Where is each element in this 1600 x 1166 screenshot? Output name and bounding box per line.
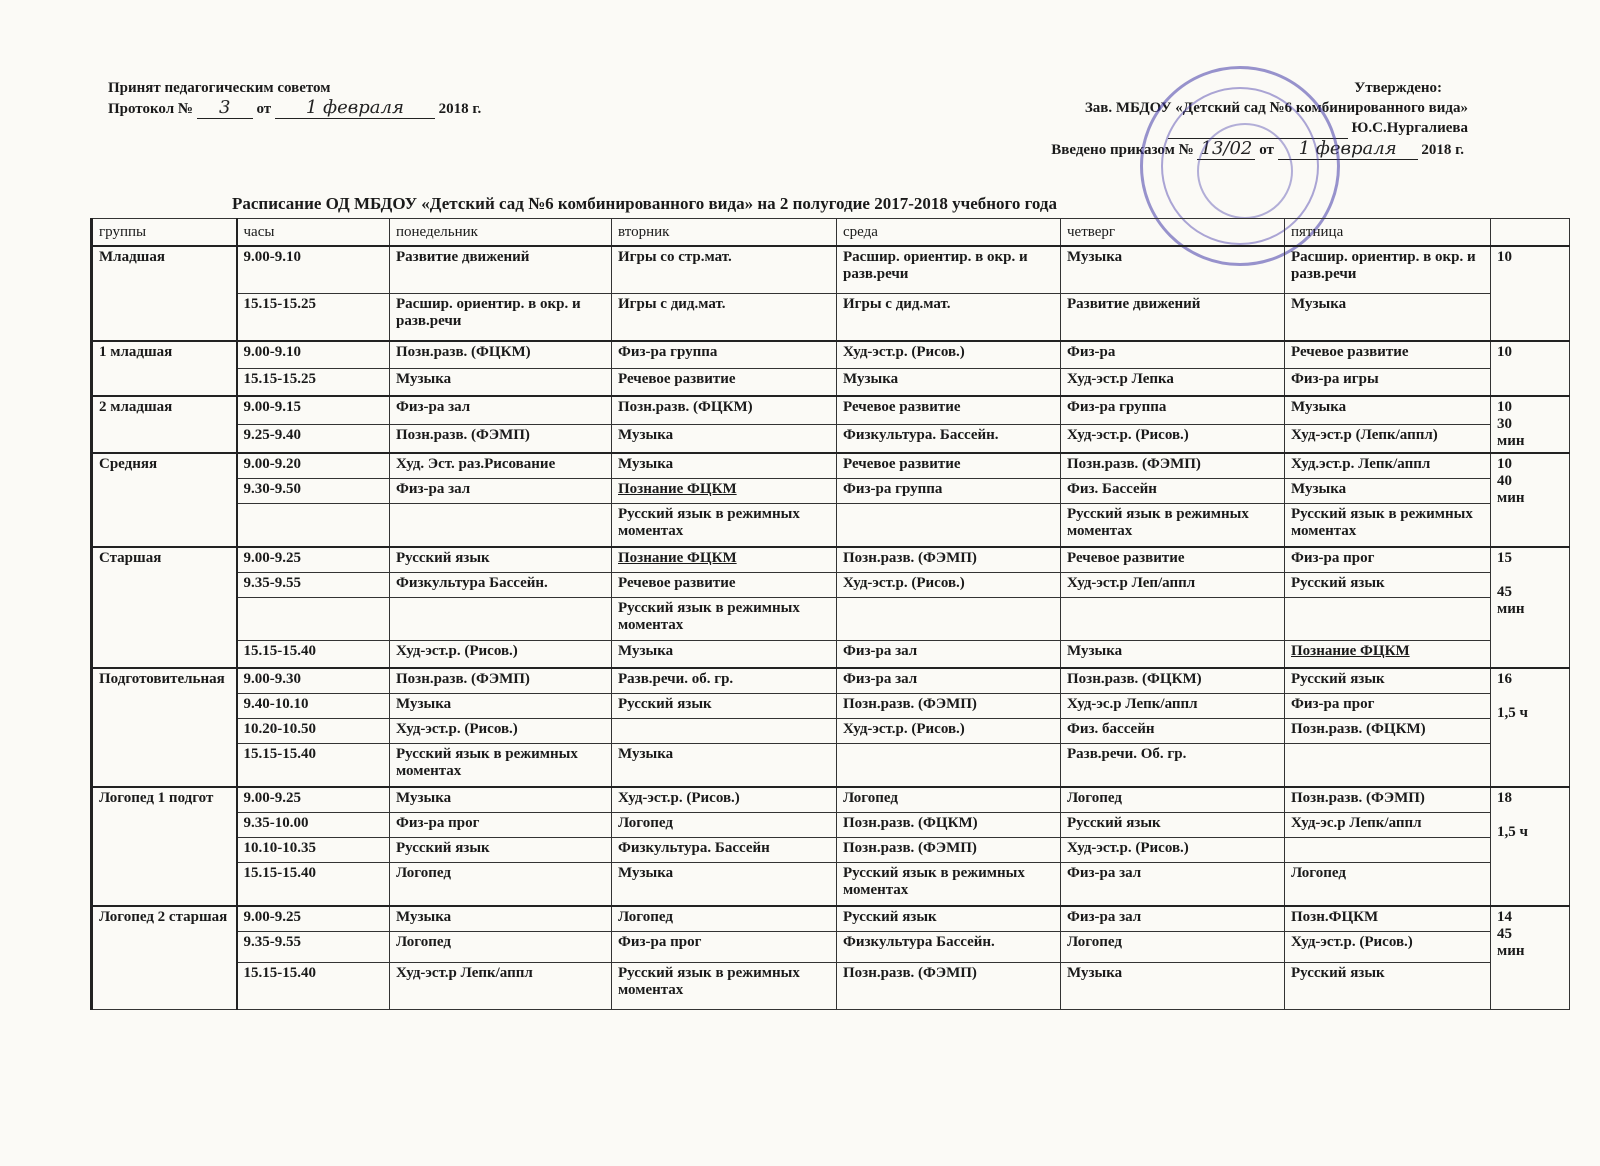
activity-wed: Физ-ра зал: [837, 668, 1061, 694]
activity-tue: Музыка: [612, 744, 837, 788]
col-header-monday: понедельник: [390, 219, 612, 247]
table-row: [92, 813, 1570, 838]
table-row: [92, 598, 1570, 641]
time-slot: 15.15-15.40: [237, 963, 390, 1010]
time-slot: 9.00-9.30: [237, 668, 390, 694]
activity-mon: Музыка: [390, 369, 612, 397]
activity-wed: Русский язык: [837, 906, 1061, 932]
activity-fri: Позн.разв. (ФЭМП): [1285, 787, 1491, 813]
activity-wed: Позн.разв. (ФЦКМ): [837, 813, 1061, 838]
table-row: [92, 963, 1570, 1010]
activity-wed: Игры с дид.мат.: [837, 294, 1061, 342]
table-row: [92, 425, 1570, 454]
table-row: [92, 396, 1570, 425]
activity-mon: Развитие движений: [390, 246, 612, 294]
col-header-friday: пятница: [1285, 219, 1491, 247]
activity-thu: Физ. бассейн: [1061, 719, 1285, 744]
approved-label: Утверждено:: [1354, 80, 1442, 96]
activity-wed: Худ-эст.р. (Рисов.): [837, 719, 1061, 744]
activity-mon: Позн.разв. (ФЦКМ): [390, 341, 612, 369]
total-line: 10: [1497, 249, 1512, 265]
activity-fri: Музыка: [1285, 479, 1491, 504]
activity-wed: Физкультура Бассейн.: [837, 932, 1061, 963]
activity-wed: [837, 598, 1061, 641]
time-slot: 9.00-9.25: [237, 906, 390, 932]
time-slot: 15.15-15.25: [237, 294, 390, 342]
activity-fri: Худ-эс.р Лепк/аппл: [1285, 813, 1491, 838]
activity-wed: [837, 504, 1061, 548]
activity-wed: Речевое развитие: [837, 396, 1061, 425]
activity-fri: Русский язык в режимных моментах: [1285, 504, 1491, 548]
activity-tue: Худ-эст.р. (Рисов.): [612, 787, 837, 813]
activity-wed: Физкультура. Бассейн.: [837, 425, 1061, 454]
table-row: [92, 294, 1570, 342]
col-header-groups: группы: [92, 219, 237, 247]
table-row: [92, 694, 1570, 719]
activity-mon: Музыка: [390, 787, 612, 813]
group-name: Средняя: [92, 453, 237, 547]
activity-fri: Физ-ра прог: [1285, 547, 1491, 573]
activity-mon: Физ-ра зал: [390, 396, 612, 425]
activity-tue: Русский язык: [612, 694, 837, 719]
activity-thu: Худ-эст.р. (Рисов.): [1061, 838, 1285, 863]
time-slot: 15.15-15.40: [237, 744, 390, 788]
time-slot: 15.15-15.25: [237, 369, 390, 397]
time-slot: 9.00-9.20: [237, 453, 390, 479]
activity-fri: [1285, 838, 1491, 863]
total-line: 16: [1497, 671, 1512, 687]
table-row: [92, 744, 1570, 788]
activity-tue: Русский язык в режимных моментах: [612, 598, 837, 641]
activity-thu: Физ-ра: [1061, 341, 1285, 369]
activity-tue: Музыка: [612, 863, 837, 907]
activity-mon: [390, 598, 612, 641]
time-slot: [237, 598, 390, 641]
activity-fri: Познание ФЦКМ: [1285, 641, 1491, 669]
table-row: [92, 341, 1570, 369]
activity-thu: Физ-ра зал: [1061, 863, 1285, 907]
activity-wed: Физ-ра зал: [837, 641, 1061, 669]
activity-thu: Музыка: [1061, 641, 1285, 669]
total-line: [1497, 807, 1563, 824]
time-slot: 9.40-10.10: [237, 694, 390, 719]
protocol-line: Протокол № 3 от 1 февраля 2018 г.: [108, 97, 482, 118]
activity-tue: Позн.разв. (ФЦКМ): [612, 396, 837, 425]
activity-fri: Физ-ра игры: [1285, 369, 1491, 397]
activity-mon: Позн.разв. (ФЭМП): [390, 425, 612, 454]
activity-fri: Худ-эст.р. (Рисов.): [1285, 932, 1491, 963]
activity-thu: Русский язык в режимных моментах: [1061, 504, 1285, 548]
total-line: 10: [1497, 344, 1512, 360]
activity-mon: Музыка: [390, 694, 612, 719]
total-line: [1497, 688, 1563, 705]
total-line: мин: [1497, 490, 1525, 506]
signature-line: [1168, 118, 1348, 139]
activity-wed: Физ-ра группа: [837, 479, 1061, 504]
activity-mon: Физ-ра зал: [390, 479, 612, 504]
time-slot: 9.35-10.00: [237, 813, 390, 838]
group-total: [1491, 547, 1570, 668]
activity-tue: Речевое развитие: [612, 573, 837, 598]
activity-fri: Русский язык: [1285, 963, 1491, 1010]
time-slot: 9.00-9.25: [237, 787, 390, 813]
table-row: [92, 719, 1570, 744]
table-row: [92, 668, 1570, 694]
activity-mon: Логопед: [390, 863, 612, 907]
time-slot: 9.00-9.25: [237, 547, 390, 573]
activity-thu: Речевое развитие: [1061, 547, 1285, 573]
table-row: [92, 479, 1570, 504]
activity-thu: Логопед: [1061, 787, 1285, 813]
activity-thu: Русский язык: [1061, 813, 1285, 838]
activity-mon: Русский язык: [390, 547, 612, 573]
activity-fri: Музыка: [1285, 294, 1491, 342]
group-total: [1491, 906, 1570, 1010]
header-row: [92, 219, 1570, 247]
activity-mon: Худ-эст.р. (Рисов.): [390, 719, 612, 744]
activity-wed: Позн.разв. (ФЭМП): [837, 547, 1061, 573]
group-name: 2 младшая: [92, 396, 237, 453]
table-row: [92, 547, 1570, 573]
activity-mon: Худ-эст.р Лепк/аппл: [390, 963, 612, 1010]
group-name: Подготовительная: [92, 668, 237, 787]
activity-tue: Познание ФЦКМ: [612, 479, 837, 504]
activity-thu: Худ-эст.р Лепка: [1061, 369, 1285, 397]
activity-wed: Русский язык в режимных моментах: [837, 863, 1061, 907]
activity-fri: [1285, 744, 1491, 788]
activity-fri: Русский язык: [1285, 573, 1491, 598]
activity-wed: Позн.разв. (ФЭМП): [837, 838, 1061, 863]
activity-mon: Расшир. ориентир. в окр. и разв.речи: [390, 294, 612, 342]
activity-mon: [390, 504, 612, 548]
group-name: 1 младшая: [92, 341, 237, 396]
activity-tue: Речевое развитие: [612, 369, 837, 397]
activity-tue: Игры с дид.мат.: [612, 294, 837, 342]
activity-thu: Худ-эст.р. (Рисов.): [1061, 425, 1285, 454]
table-row: [92, 641, 1570, 669]
group-total: [1491, 668, 1570, 787]
activity-fri: Музыка: [1285, 396, 1491, 425]
activity-mon: Логопед: [390, 932, 612, 963]
activity-fri: Расшир. ориентир. в окр. и разв.речи: [1285, 246, 1491, 294]
table-row: [92, 504, 1570, 548]
activity-wed: Расшир. ориентир. в окр. и разв.речи: [837, 246, 1061, 294]
activity-thu: Позн.разв. (ФЭМП): [1061, 453, 1285, 479]
time-slot: 9.00-9.10: [237, 246, 390, 294]
table-row: [92, 787, 1570, 813]
activity-fri: Логопед: [1285, 863, 1491, 907]
col-header-hours: часы: [237, 219, 390, 247]
order-number: 13/02: [1197, 139, 1255, 160]
group-name: Логопед 2 старшая: [92, 906, 237, 1010]
activity-fri: Русский язык: [1285, 668, 1491, 694]
table-row: [92, 863, 1570, 907]
activity-tue: [612, 719, 837, 744]
group-total: [1491, 341, 1570, 396]
time-slot: 9.35-9.55: [237, 932, 390, 963]
group-name: Старшая: [92, 547, 237, 668]
activity-tue: Русский язык в режимных моментах: [612, 963, 837, 1010]
col-header-total: [1491, 219, 1570, 247]
total-line: 40: [1497, 473, 1512, 489]
total-line: 45: [1497, 584, 1512, 600]
total-line: 1,5 ч: [1497, 705, 1528, 721]
total-line: 10: [1497, 399, 1512, 415]
activity-tue: Логопед: [612, 813, 837, 838]
table-row: [92, 369, 1570, 397]
council-line: Принят педагогическим советом: [108, 80, 331, 96]
table-row: [92, 838, 1570, 863]
col-header-thursday: четверг: [1061, 219, 1285, 247]
activity-tue: Музыка: [612, 641, 837, 669]
group-total: [1491, 787, 1570, 906]
total-line: [1497, 567, 1563, 584]
activity-fri: Физ-ра прог: [1285, 694, 1491, 719]
activity-thu: Позн.разв. (ФЦКМ): [1061, 668, 1285, 694]
total-line: 18: [1497, 790, 1512, 806]
activity-tue: Русский язык в режимных моментах: [612, 504, 837, 548]
activity-thu: Развитие движений: [1061, 294, 1285, 342]
activity-thu: [1061, 598, 1285, 641]
schedule-table: [90, 218, 1570, 1010]
col-header-tuesday: вторник: [612, 219, 837, 247]
council-approval-block: [108, 78, 481, 119]
table-row: [92, 453, 1570, 479]
time-slot: 9.30-9.50: [237, 479, 390, 504]
group-name: Младшая: [92, 246, 237, 341]
protocol-number: 3: [197, 98, 253, 119]
activity-wed: Логопед: [837, 787, 1061, 813]
time-slot: 9.35-9.55: [237, 573, 390, 598]
activity-fri: Речевое развитие: [1285, 341, 1491, 369]
activity-wed: Позн.разв. (ФЭМП): [837, 694, 1061, 719]
activity-thu: Логопед: [1061, 932, 1285, 963]
activity-tue: Музыка: [612, 453, 837, 479]
activity-wed: Музыка: [837, 369, 1061, 397]
table-row: [92, 246, 1570, 294]
total-line: 45: [1497, 926, 1512, 942]
activity-tue: Познание ФЦКМ: [612, 547, 837, 573]
activity-thu: Физ-ра зал: [1061, 906, 1285, 932]
activity-tue: Игры со стр.мат.: [612, 246, 837, 294]
total-line: 1,5 ч: [1497, 824, 1528, 840]
activity-wed: [837, 744, 1061, 788]
total-line: 10: [1497, 456, 1512, 472]
activity-tue: Логопед: [612, 906, 837, 932]
activity-mon: Физ-ра прог: [390, 813, 612, 838]
activity-tue: Физ-ра прог: [612, 932, 837, 963]
activity-mon: Физкультура Бассейн.: [390, 573, 612, 598]
activity-thu: Физ. Бассейн: [1061, 479, 1285, 504]
activity-mon: Худ. Эст. раз.Рисование: [390, 453, 612, 479]
activity-fri: Позн.ФЦКМ: [1285, 906, 1491, 932]
activity-wed: Худ-эст.р. (Рисов.): [837, 341, 1061, 369]
schedule-title: Расписание ОД МБДОУ «Детский сад №6 комбинированного вида» на 2 полугодие 2017-2018 учебного года: [232, 194, 1058, 213]
activity-tue: Разв.речи. об. гр.: [612, 668, 837, 694]
activity-fri: [1285, 598, 1491, 641]
total-line: мин: [1497, 433, 1525, 449]
approval-block: [960, 78, 1468, 160]
total-line: 15: [1497, 550, 1512, 566]
activity-mon: Музыка: [390, 906, 612, 932]
head-line: Зав. МБДОУ «Детский сад №6 комбинированного вида»: [1084, 100, 1468, 116]
time-slot: 9.00-9.10: [237, 341, 390, 369]
time-slot: 15.15-15.40: [237, 641, 390, 669]
time-slot: 15.15-15.40: [237, 863, 390, 907]
group-total: [1491, 396, 1570, 453]
activity-wed: Позн.разв. (ФЭМП): [837, 963, 1061, 1010]
time-slot: 10.10-10.35: [237, 838, 390, 863]
table-row: [92, 932, 1570, 963]
total-line: мин: [1497, 601, 1525, 617]
table-row: [92, 906, 1570, 932]
time-slot: [237, 504, 390, 548]
group-total: [1491, 453, 1570, 547]
time-slot: 9.25-9.40: [237, 425, 390, 454]
total-line: 30: [1497, 416, 1512, 432]
head-name-line: Ю.С.Нургалиева: [960, 118, 1468, 139]
activity-thu: Физ-ра группа: [1061, 396, 1285, 425]
group-name: Логопед 1 подгот: [92, 787, 237, 906]
activity-mon: Худ-эст.р. (Рисов.): [390, 641, 612, 669]
activity-mon: Русский язык: [390, 838, 612, 863]
activity-thu: Худ-эст.р Леп/аппл: [1061, 573, 1285, 598]
order-line: Введено приказом № 13/02 от 1 февраля 2018 г.: [1051, 138, 1464, 159]
activity-tue: Физ-ра группа: [612, 341, 837, 369]
total-line: мин: [1497, 943, 1525, 959]
time-slot: 10.20-10.50: [237, 719, 390, 744]
order-date: 1 февраля: [1278, 139, 1418, 160]
protocol-date: 1 февраля: [275, 98, 435, 119]
activity-thu: Разв.речи. Об. гр.: [1061, 744, 1285, 788]
activity-mon: Позн.разв. (ФЭМП): [390, 668, 612, 694]
activity-fri: Худ.эст.р. Лепк/аппл: [1285, 453, 1491, 479]
activity-fri: Худ-эст.р (Лепк/аппл): [1285, 425, 1491, 454]
activity-tue: Музыка: [612, 425, 837, 454]
activity-tue: Физкультура. Бассейн: [612, 838, 837, 863]
time-slot: 9.00-9.15: [237, 396, 390, 425]
activity-thu: Музыка: [1061, 963, 1285, 1010]
total-line: 14: [1497, 909, 1512, 925]
table-row: [92, 573, 1570, 598]
activity-wed: Речевое развитие: [837, 453, 1061, 479]
activity-thu: Худ-эс.р Лепк/аппл: [1061, 694, 1285, 719]
activity-wed: Худ-эст.р. (Рисов.): [837, 573, 1061, 598]
activity-thu: Музыка: [1061, 246, 1285, 294]
activity-mon: Русский язык в режимных моментах: [390, 744, 612, 788]
col-header-wednesday: среда: [837, 219, 1061, 247]
activity-fri: Позн.разв. (ФЦКМ): [1285, 719, 1491, 744]
group-total: [1491, 246, 1570, 341]
